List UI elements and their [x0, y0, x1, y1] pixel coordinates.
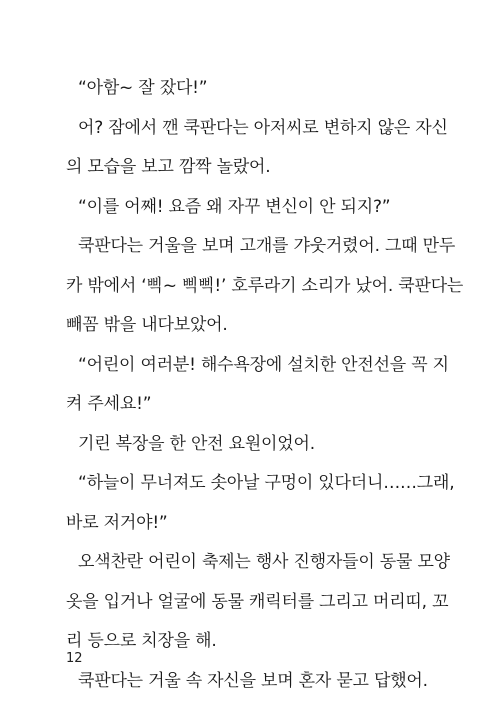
text-line: 옷을 입거나 얼굴에 동물 캐릭터를 그리고 머리띠, 꼬 — [66, 591, 449, 612]
page-number: 12 — [66, 651, 83, 666]
text-line: 바로 저거야!” — [66, 512, 168, 533]
text-line: 쿡판다는 거울 속 자신을 보며 혼자 묻고 답했어. — [78, 670, 428, 691]
text-line: 켜 주세요!” — [66, 394, 152, 414]
text-line: 카 밖에서 ‘삑~ 삑삑!’ 호루라기 소리가 났어. 쿡판다는 — [66, 275, 464, 296]
text-line: “이를 어째! 요즘 왜 자꾸 변신이 안 되지?” — [78, 196, 391, 217]
text-line: 리 등으로 치장을 해. — [66, 631, 217, 651]
text-line: “아함~ 잘 잤다!” — [78, 78, 208, 98]
text-line: 빼꼼 밖을 내다보았어. — [66, 315, 228, 335]
text-line: “어린이 여러분! 해수욕장에 설치한 안전선을 꼭 지 — [78, 354, 449, 375]
text-line: 어? 잠에서 깬 쿡판다는 아저씨로 변하지 않은 자신 — [78, 117, 448, 138]
text-line: 오색찬란 어린이 축제는 행사 진행자들이 동물 모양 — [78, 552, 450, 572]
text-line: “하늘이 무너져도 솟아날 구멍이 있다더니……그래, — [78, 473, 455, 493]
text-line: 의 모습을 보고 깜짝 놀랐어. — [66, 157, 271, 177]
text-line: 쿡판다는 거울을 보며 고개를 갸웃거렸어. 그때 만두 — [78, 236, 456, 256]
text-line: 기린 복장을 한 안전 요원이었어. — [78, 433, 315, 454]
body-text — [66, 69, 464, 701]
